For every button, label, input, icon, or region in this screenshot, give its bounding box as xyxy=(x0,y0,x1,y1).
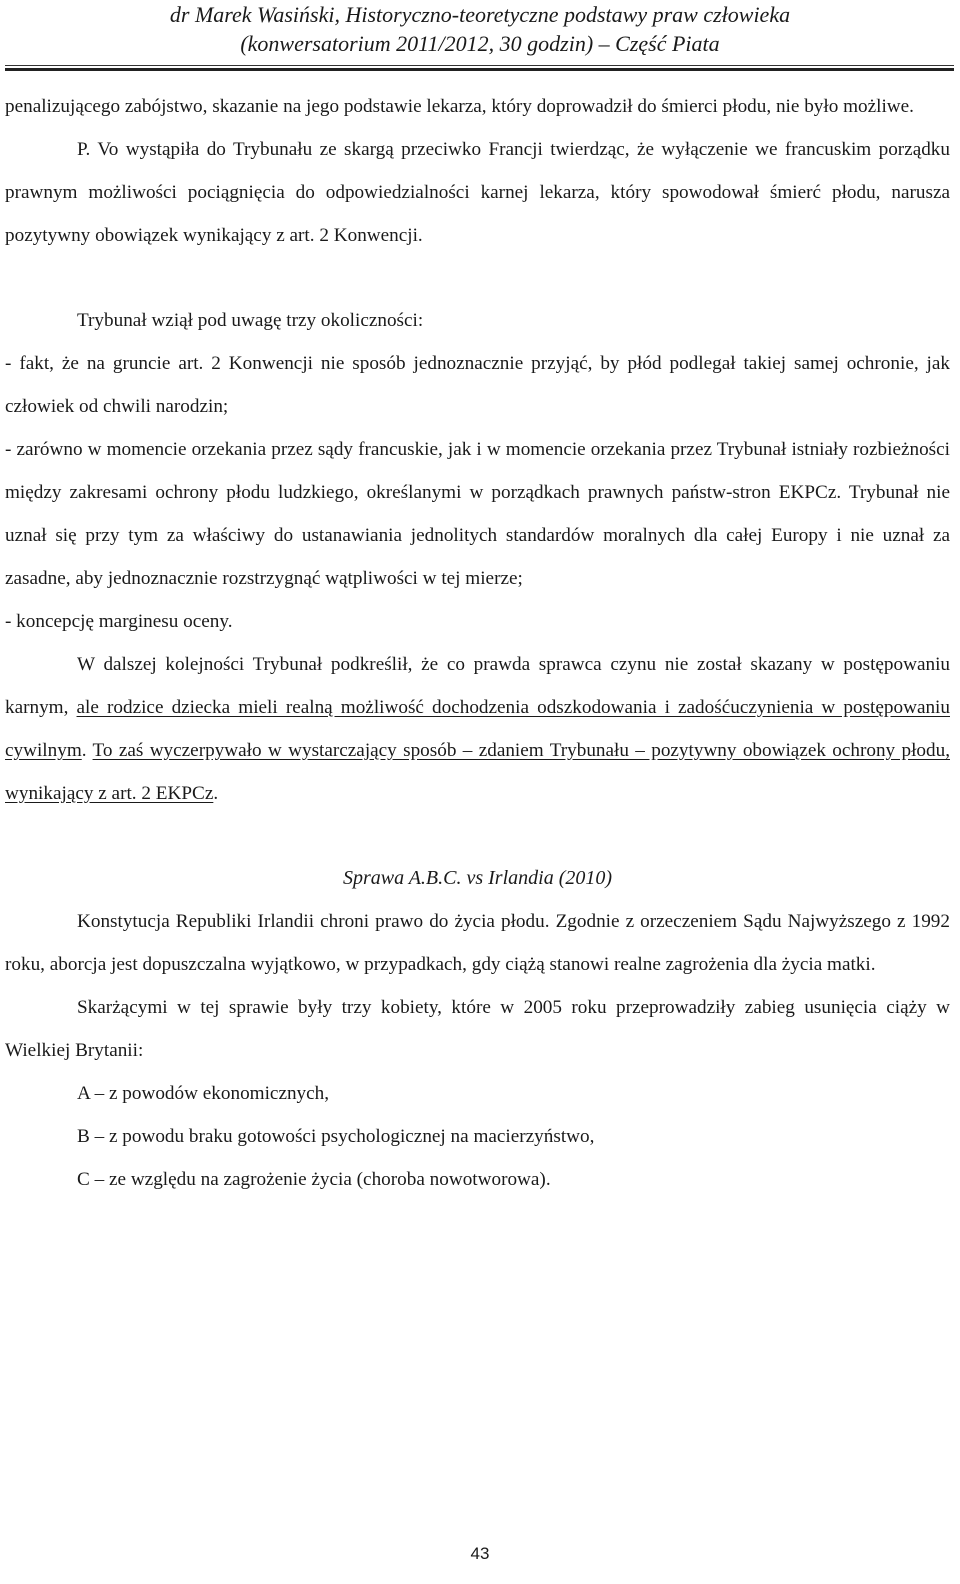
paragraph-7 xyxy=(5,643,950,815)
applicant-a: A – z powodów ekonomicznych, xyxy=(77,1083,330,1104)
paragraph-9: Skarżącymi w tej sprawie były trzy kobiety, które w 2005 roku przeprowadziły zabieg usunięcia ciąży w Wielkiej Brytanii: xyxy=(5,997,950,1061)
applicant-b: B – z powodu braku gotowości psychologicznej na macierzyństwo, xyxy=(77,1126,595,1147)
paragraph-8: Konstytucja Republiki Irlandii chroni prawo do życia płodu. Zgodnie z orzeczeniem Sądu Najwyższego z 1992 roku, aborcja jest dopuszczalna wyjątkowo, w przypadkach, gdy ciążą stanowi realne zagrożenia dla życia matki. xyxy=(5,911,950,975)
header-divider xyxy=(5,65,954,71)
underlined-passage-1: ale rodzice dziecka mieli realną możliwość dochodzenia odszkodowania i zadośćuczynienia w postępowaniu cywilnym xyxy=(5,697,950,761)
section-gap xyxy=(5,815,950,857)
page-number: 43 xyxy=(470,1544,490,1563)
header-line-2: (konwersatorium 2011/2012, 30 godzin) – Część Piata xyxy=(240,31,720,56)
applicant-c: C – ze względu na zagrożenie życia (choroba nowotworowa). xyxy=(77,1169,551,1190)
paragraph-7-part-3: . xyxy=(81,740,93,761)
paragraph-7-part-5: . xyxy=(213,783,219,804)
header-line-1: dr Marek Wasiński, Historyczno-teoretyczne podstawy praw człowieka xyxy=(169,2,791,27)
list-point-1: - fakt, że na gruncie art. 2 Konwencji nie sposób jednoznacznie przyjąć, by płód podlegał takiej samej ochronie, jak człowiek od chwili narodzin; xyxy=(5,353,950,417)
paragraph-1: penalizującego zabójstwo, skazanie na jego podstawie lekarza, który doprowadził do śmierci płodu, nie było możliwe. xyxy=(5,96,914,117)
list-point-2: - zarówno w momencie orzekania przez sądy francuskie, jak i w momencie orzekania przez Trybunał istniały rozbieżności między zakresami ochrony płodu ludzkiego, określanymi w porządkach prawnych państw-stron EKPCz. Trybunał nie uznał się przy tym za właściwy do ustanawiania jednolitych standardów moralnych dla całej Europy i nie uznał za zasadne, aby jednoznacznie rozstrzygnąć wątpliwości w tej mierze; xyxy=(5,439,950,589)
paragraph-2: P. Vo wystąpiła do Trybunału ze skargą przeciwko Francji twierdząc, że wyłączenie we francuskim porządku prawnym możliwości pociągnięcia do odpowiedzialności karnej lekarza, który spowodował śmierć płodu, narusza pozytywny obowiązek wynikający z art. 2 Konwencji. xyxy=(5,139,950,246)
list-point-3: - koncepcję marginesu oceny. xyxy=(5,611,233,632)
paragraph-7-part-1: W dalszej kolejności Trybunał podkreślił, że co prawda sprawca czynu nie został skazany w postępowaniu karnym, xyxy=(5,654,950,718)
document-body xyxy=(5,85,950,1201)
case-title: Sprawa A.B.C. vs Irlandia (2010) xyxy=(342,867,613,889)
page-header xyxy=(0,0,960,58)
paragraph-3: Trybunał wziął pod uwagę trzy okoliczności: xyxy=(77,310,424,331)
paragraph-gap xyxy=(5,257,950,299)
underlined-passage-2: To zaś wyczerpywało w wystarczający sposób – zdaniem Trybunału – pozytywny obowiązek ochrony płodu, wynikający z art. 2 EKPCz xyxy=(5,740,950,804)
